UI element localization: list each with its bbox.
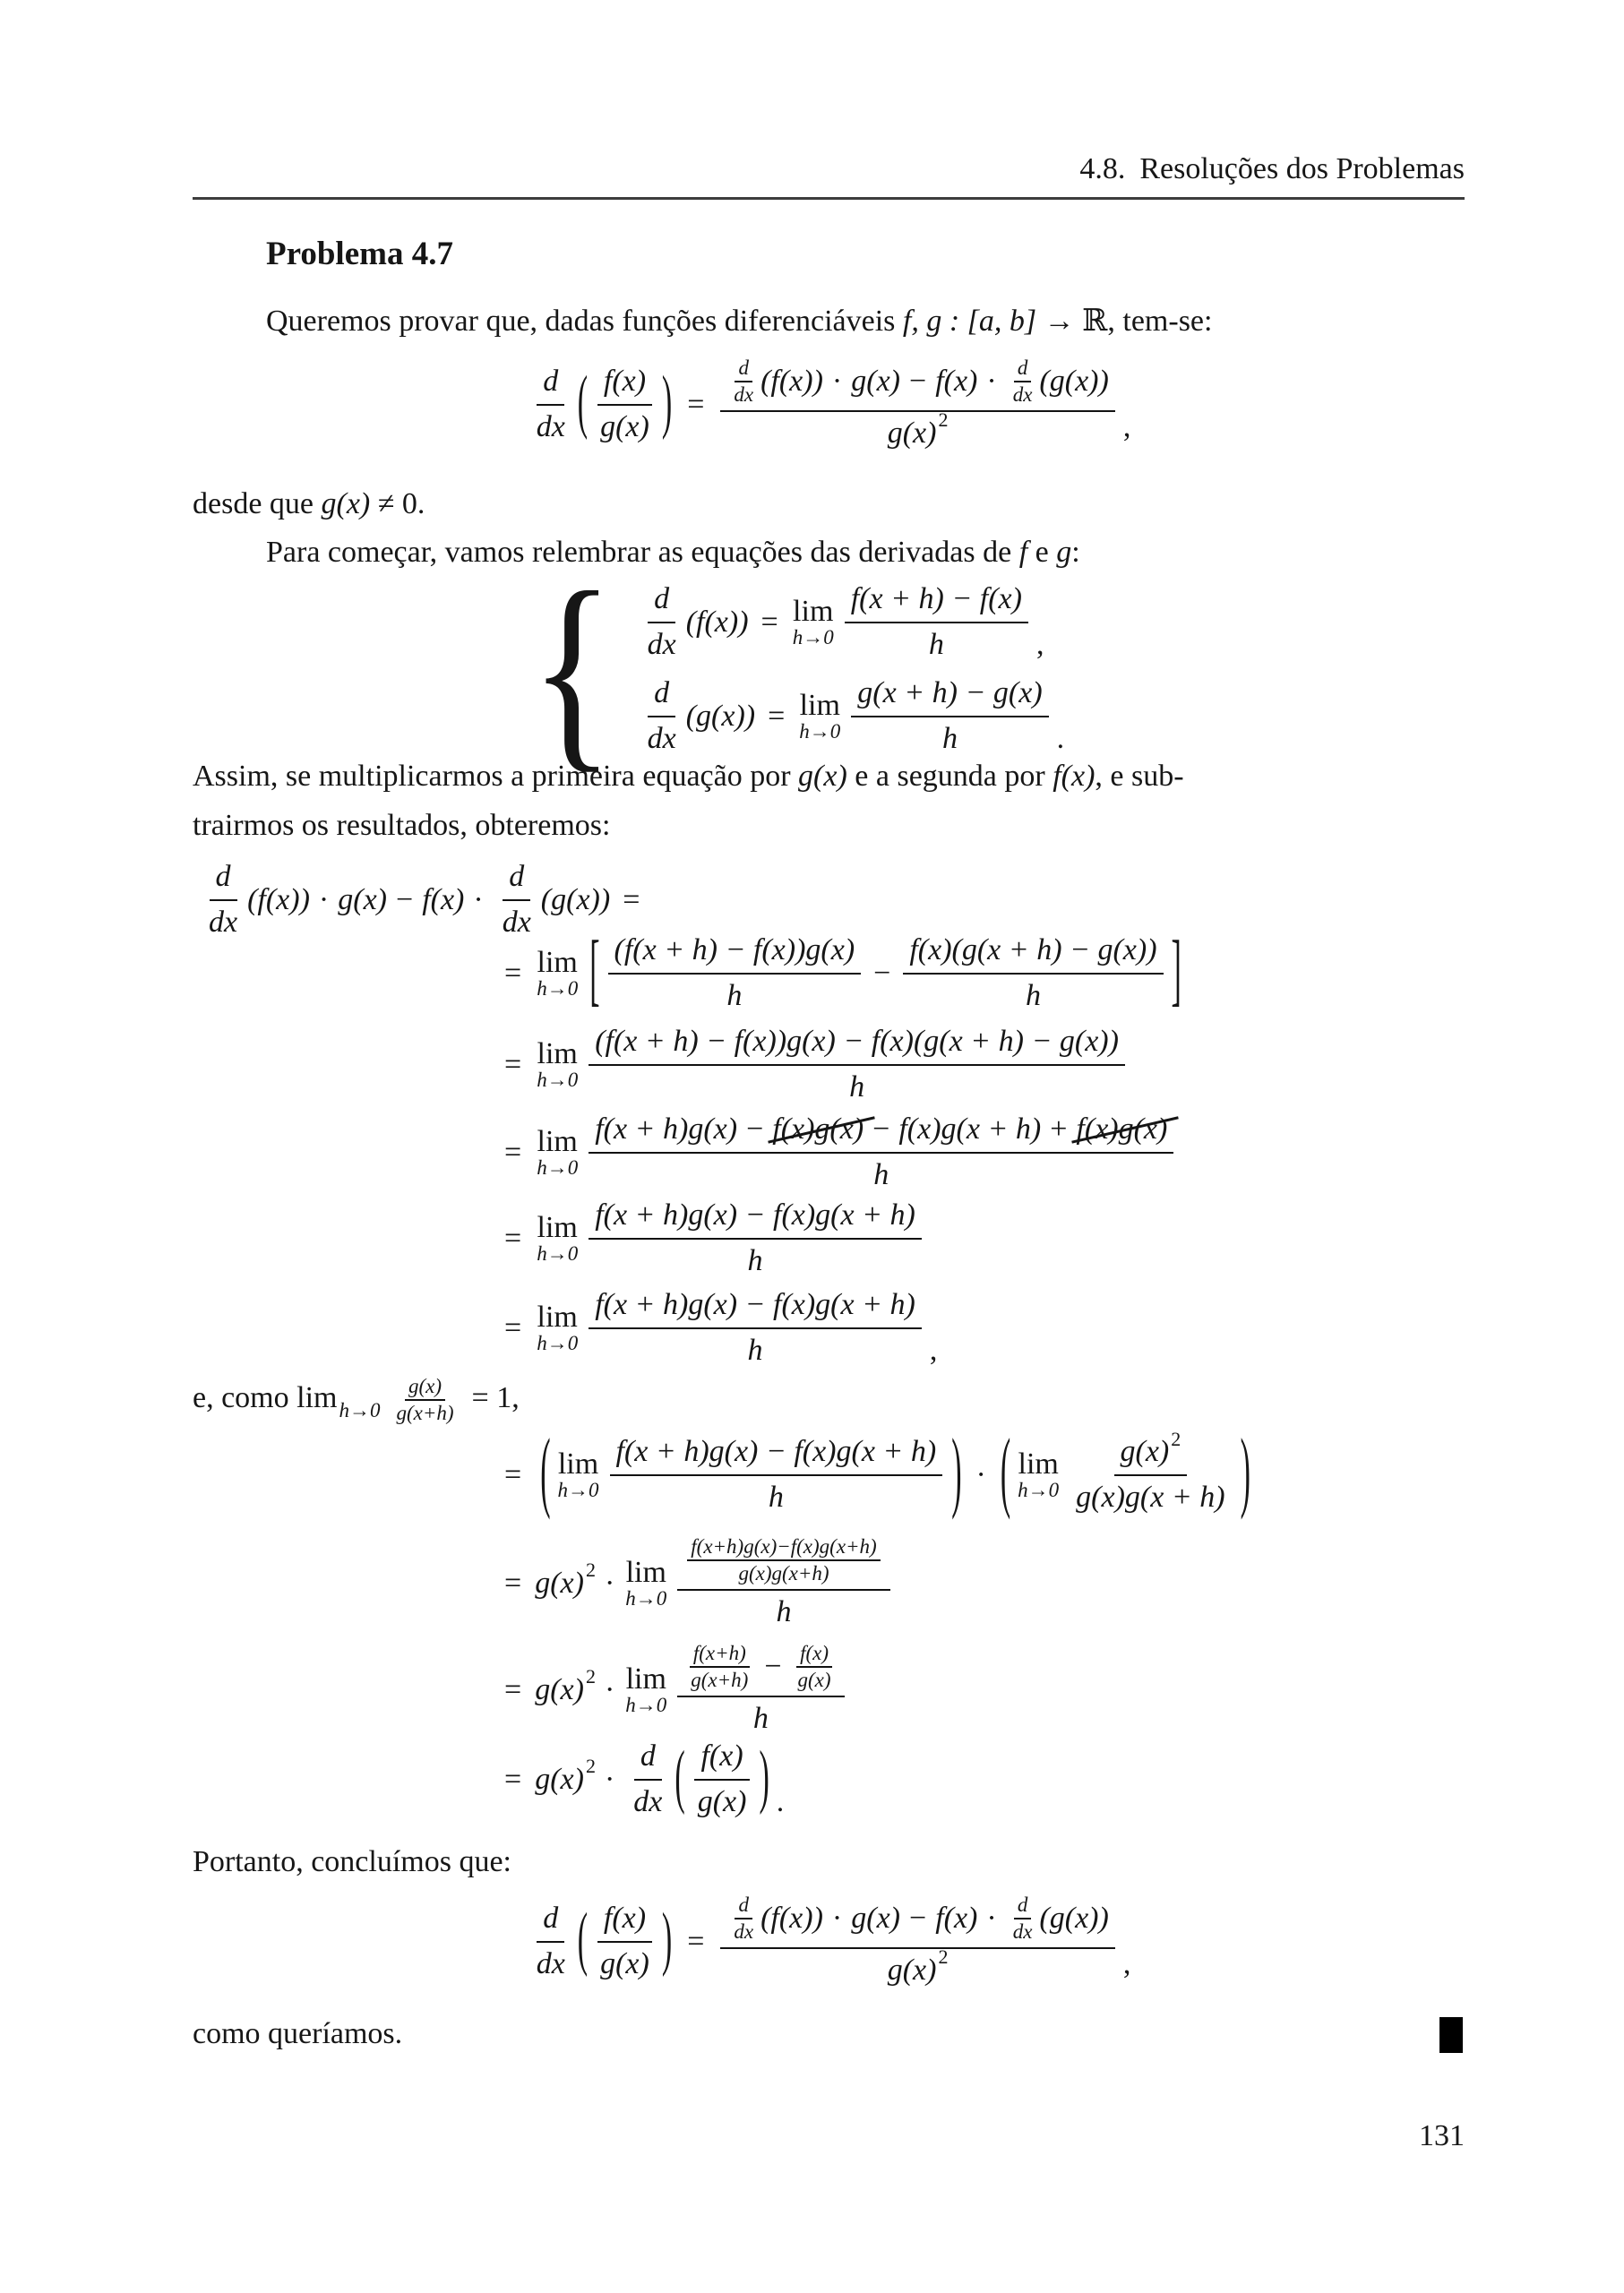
- text: Assim, se multiplicarmos a primeira equação por: [193, 760, 799, 793]
- cancelled-term: [772, 1111, 864, 1149]
- num: f(x + h)g(x) − f(x)g(x + h): [589, 1197, 922, 1240]
- lim-word: lim: [625, 1662, 666, 1696]
- num: f(x+h): [690, 1642, 750, 1668]
- limit-operator: [537, 1212, 578, 1266]
- num: [720, 356, 1114, 412]
- sfrac-d-dx: [730, 356, 757, 408]
- term: f(x): [935, 1902, 978, 1936]
- text: e a segunda por: [846, 760, 1053, 793]
- lim-subscript: h→0: [799, 720, 841, 743]
- num: f(x)(g(x + h) − g(x)): [903, 932, 1163, 975]
- den: h: [768, 1480, 784, 1514]
- exponent: 2: [938, 408, 949, 432]
- cdot: ·: [831, 365, 843, 399]
- limit-operator: [799, 690, 840, 743]
- problem-title: Problema 4.7: [266, 236, 453, 272]
- term: g(x): [1120, 1435, 1170, 1468]
- num: d: [648, 580, 675, 623]
- den: g(x+h): [691, 1669, 749, 1692]
- cdot: ·: [975, 1457, 986, 1491]
- trailing-comma: ,: [1122, 409, 1131, 443]
- num: [589, 1111, 1173, 1154]
- minus-sign: −: [909, 365, 927, 399]
- exponent: 2: [585, 1664, 596, 1688]
- trailing-comma: ,: [1035, 627, 1044, 661]
- sfrac-d-dx: [730, 1894, 757, 1945]
- qed-square: [1439, 2017, 1463, 2053]
- lim-word: lim: [799, 688, 840, 722]
- den: dx: [633, 1784, 663, 1818]
- cdot: ·: [831, 1902, 843, 1936]
- cdot: ·: [986, 1902, 997, 1936]
- den: h: [873, 1157, 889, 1191]
- term: g(x): [851, 365, 900, 399]
- section-number: 4.8.: [1079, 152, 1126, 185]
- paragraph-como-queriamos: como queríamos.: [193, 2017, 403, 2050]
- intro-text: Queremos provar que, dadas funções diferenciáveis: [266, 305, 903, 338]
- left-paren: (: [675, 1739, 685, 1817]
- den: dx: [1012, 1920, 1033, 1944]
- term: g(x): [338, 882, 387, 916]
- derivation-line-8: [504, 1642, 848, 1738]
- term: g(x): [887, 416, 937, 450]
- paragraph-assim-line1: [193, 760, 1184, 794]
- den: dx: [502, 905, 531, 939]
- exponent: 2: [585, 1754, 596, 1777]
- derivation-line-6: [504, 1423, 1256, 1522]
- den: g(x): [697, 1784, 747, 1818]
- num: d: [537, 363, 564, 406]
- derivation-line-7: [504, 1535, 894, 1631]
- right-paren: ): [661, 1901, 673, 1980]
- intro-end: , tem-se:: [1107, 305, 1213, 338]
- minus-sign: −: [873, 956, 891, 990]
- cdot: ·: [604, 1672, 615, 1706]
- lim-subscript: h→0: [557, 1479, 599, 1502]
- fraction: [677, 1535, 889, 1631]
- term: (f(x)): [685, 605, 749, 639]
- plus-sign: +: [1050, 1112, 1068, 1146]
- cdot: ·: [604, 1566, 615, 1600]
- term: g(x): [535, 1762, 584, 1796]
- difference-quotient-f: [845, 580, 1028, 664]
- minus-sign: −: [764, 1650, 782, 1684]
- left-paren: (: [577, 1901, 589, 1980]
- running-header: [193, 152, 1465, 186]
- frac-fx-gx: [692, 1738, 753, 1821]
- den: h: [776, 1594, 792, 1628]
- term: (f(x)): [760, 1902, 823, 1936]
- minus-sign: −: [396, 882, 414, 916]
- den: [881, 408, 955, 453]
- limit-operator: [793, 596, 834, 649]
- term: f(x + h)g(x): [595, 1112, 738, 1146]
- nested-fraction: [687, 1535, 880, 1586]
- den: dx: [209, 905, 238, 939]
- dfrac-d-dx: [641, 674, 683, 758]
- lim-word: lim: [537, 945, 578, 979]
- den: dx: [647, 627, 676, 661]
- fraction: [589, 1023, 1125, 1106]
- equals-sign: =: [504, 1762, 522, 1796]
- lim-word: lim: [625, 1555, 666, 1589]
- den: g(x)g(x+h): [738, 1562, 829, 1585]
- num: [1114, 1427, 1188, 1476]
- frac-rhs: [720, 1894, 1114, 1989]
- den: [881, 1945, 955, 1990]
- num: f(x): [796, 1642, 832, 1668]
- den: h: [752, 1701, 769, 1735]
- paragraph-assim-line2: trairmos os resultados, obteremos:: [193, 809, 611, 842]
- den: g(x+h): [396, 1402, 454, 1425]
- term: g(x): [887, 1953, 937, 1987]
- num: [677, 1535, 889, 1591]
- system-row-f: [638, 580, 1065, 664]
- limit-operator: [558, 1448, 599, 1502]
- term: (g(x)): [1039, 1902, 1109, 1936]
- den: dx: [734, 1920, 754, 1944]
- exponent: 2: [938, 1945, 949, 1969]
- limit-operator: [537, 1126, 578, 1180]
- cdot: ·: [986, 365, 997, 399]
- fraction: [903, 932, 1163, 1015]
- trailing-comma: ,: [1122, 1946, 1131, 1980]
- nested-fraction: [795, 1642, 835, 1693]
- term: f(x): [935, 365, 978, 399]
- cdot: ·: [318, 882, 330, 916]
- num: g(x + h) − g(x): [851, 674, 1048, 717]
- left-paren: (: [1000, 1423, 1011, 1522]
- den: h: [928, 627, 944, 661]
- text: e: [1027, 536, 1057, 569]
- section-title: Resoluções dos Problemas: [1139, 152, 1465, 185]
- lim-subscript: h→0: [537, 1069, 579, 1092]
- den: h: [941, 721, 958, 755]
- relation: ≠ 0.: [370, 487, 425, 520]
- term: (f(x)): [760, 365, 823, 399]
- equals-sign: =: [504, 956, 522, 990]
- num: d: [537, 1900, 564, 1943]
- num: d: [735, 356, 752, 382]
- equals-sign: =: [687, 1924, 705, 1958]
- dfrac-d-dx: [627, 1738, 668, 1821]
- lim-word: lim: [537, 1300, 578, 1334]
- term: g(x): [851, 1902, 900, 1936]
- num: d: [210, 858, 237, 901]
- math-gx: g(x): [798, 760, 847, 793]
- equals-sign: =: [504, 1135, 522, 1169]
- den: dx: [734, 383, 754, 407]
- right-paren: ): [951, 1423, 962, 1522]
- derivation-line-1: [504, 927, 1186, 1016]
- lim-subscript: h→0: [625, 1694, 667, 1717]
- den: dx: [647, 721, 676, 755]
- nested-fraction: [687, 1642, 752, 1693]
- dfrac-d-dx: [641, 580, 683, 664]
- equation-derivation-start: [199, 858, 652, 941]
- term: (g(x)): [540, 882, 611, 916]
- right-paren: ): [661, 364, 673, 442]
- derivation-line-4: [504, 1197, 925, 1280]
- den: g(x)g(x + h): [1076, 1480, 1225, 1514]
- term: g(x): [535, 1672, 584, 1706]
- header-rule: [193, 197, 1465, 200]
- dfrac-d-dx: [530, 363, 571, 446]
- intro-math: f, g : [a, b]: [902, 305, 1037, 338]
- term: f(x)g(x + h): [898, 1112, 1042, 1146]
- sfrac-d-dx: [1010, 1894, 1036, 1945]
- derivation-line-9: [504, 1738, 784, 1821]
- limit-operator: [537, 1301, 578, 1355]
- equals-sign: =: [687, 387, 705, 421]
- den: h: [726, 978, 743, 1012]
- system-row-g: [638, 674, 1065, 758]
- math-f: f: [1018, 536, 1028, 569]
- right-paren: ): [759, 1739, 769, 1817]
- trailing-period: .: [1056, 721, 1065, 755]
- minus-sign: −: [872, 1112, 890, 1146]
- num: (f(x + h) − f(x))g(x): [608, 932, 862, 975]
- den: g(x): [600, 1946, 649, 1980]
- lim-subscript: h→0: [625, 1587, 667, 1610]
- equals-sign: =: [623, 882, 640, 916]
- term: (g(x)): [1039, 365, 1109, 399]
- num: f(x): [597, 363, 652, 406]
- left-bracket: [: [589, 927, 600, 1016]
- page-number: 131: [1419, 2119, 1465, 2152]
- lim-subscript: h→0: [537, 1156, 579, 1180]
- cancelled-term: [1076, 1111, 1167, 1149]
- equals-sign: =: [504, 1047, 522, 1081]
- limit-operator: [537, 1038, 578, 1092]
- right-bracket: ]: [1171, 927, 1181, 1016]
- text: , e sub-: [1095, 760, 1184, 793]
- den: dx: [536, 1946, 565, 1980]
- equals-sign: =: [504, 1221, 522, 1255]
- num: d: [1014, 356, 1032, 382]
- math: g(x): [321, 487, 371, 520]
- den: dx: [1012, 383, 1033, 407]
- den: h: [849, 1069, 865, 1104]
- equals-sign: =: [760, 605, 778, 639]
- num: f(x + h) − f(x): [845, 580, 1028, 623]
- num: [720, 1894, 1114, 1949]
- lim-subscript: h→0: [792, 626, 834, 649]
- equation-conclusion: [193, 1894, 1465, 1989]
- num: f(x + h)g(x) − f(x)g(x + h): [610, 1433, 943, 1476]
- lim-word: lim: [557, 1447, 599, 1481]
- term: f(x)g(x): [772, 1112, 864, 1146]
- math-g: g: [1056, 536, 1072, 569]
- term: (f(x)): [247, 882, 310, 916]
- fraction: [677, 1642, 844, 1738]
- exponent: 2: [585, 1558, 596, 1581]
- derivation-line-2: [504, 1023, 1129, 1106]
- num: f(x): [694, 1738, 749, 1781]
- text: Para começar, vamos relembrar as equações das derivadas de: [266, 536, 1019, 569]
- difference-quotient-g: [851, 674, 1048, 758]
- den: g(x): [797, 1669, 831, 1692]
- fraction: [589, 1286, 922, 1370]
- num: d: [648, 674, 675, 717]
- equals-sign: =: [504, 1457, 522, 1491]
- left-paren: (: [577, 364, 589, 442]
- equals-sign: =: [504, 1566, 522, 1600]
- term: f(x): [422, 882, 465, 916]
- paragraph-portanto: Portanto, concluímos que:: [193, 1845, 512, 1878]
- paragraph-desde: [193, 487, 425, 521]
- cdot: ·: [473, 882, 484, 916]
- inline-fraction: [392, 1375, 457, 1426]
- den: h: [1025, 978, 1041, 1012]
- minus-sign: −: [746, 1112, 764, 1146]
- num: g(x): [405, 1375, 445, 1401]
- intro-arrow: → ℝ: [1036, 305, 1108, 338]
- fraction: [589, 1197, 922, 1280]
- fraction: [610, 1433, 943, 1516]
- num: d: [1014, 1894, 1032, 1919]
- lim-word: lim: [537, 1036, 578, 1070]
- lim-word: lim: [296, 1381, 338, 1415]
- lim-subscript: h→0: [537, 977, 579, 1001]
- lim-word: lim: [1018, 1447, 1059, 1481]
- lim-word: lim: [537, 1124, 578, 1158]
- lim-subscript: h→0: [537, 1332, 579, 1355]
- equation-derivative-definitions: { $\frac{d}{dx}$ (f(x)) = lim h→0 $\frac{f(x + h) - f(x)}{h}$ , $\frac{d}{dx}$ (g(x)) = lim h→0 $\frac{g(x + h) - g(x)}{h}$ .: [529, 547, 1065, 790]
- num: d: [634, 1738, 662, 1781]
- text: :: [1071, 536, 1080, 569]
- frac-fx-gx: [594, 1900, 656, 1983]
- fraction: [589, 1111, 1173, 1194]
- num: [677, 1642, 844, 1697]
- term: f(x)g(x): [1076, 1112, 1168, 1146]
- equation-quotient-rule: [193, 356, 1465, 452]
- math-fx: f(x): [1053, 760, 1096, 793]
- cdot: ·: [604, 1762, 615, 1796]
- limit-operator: [537, 947, 578, 1001]
- num: d: [735, 1894, 752, 1919]
- derivation-line-5: [504, 1286, 937, 1370]
- limit-operator: [1018, 1448, 1059, 1502]
- num: f(x+h)g(x)−f(x)g(x+h): [687, 1535, 880, 1561]
- lim-word: lim: [793, 594, 834, 628]
- num: f(x + h)g(x) − f(x)g(x + h): [589, 1286, 922, 1329]
- num: (f(x + h) − f(x))g(x) − f(x)(g(x + h) − g(x)): [589, 1023, 1125, 1066]
- minus-sign: −: [909, 1902, 927, 1936]
- den: h: [747, 1243, 763, 1277]
- left-paren: (: [540, 1423, 551, 1522]
- trailing-period: .: [776, 1784, 785, 1818]
- den: g(x): [600, 409, 649, 443]
- fraction: [608, 932, 862, 1015]
- text: e, como: [193, 1381, 297, 1415]
- dfrac-d-dx: [530, 1900, 571, 1983]
- derivation-line-3: [504, 1111, 1177, 1194]
- right-paren: ): [1240, 1423, 1250, 1522]
- num: f(x): [597, 1900, 652, 1943]
- lim-word: lim: [537, 1210, 578, 1244]
- den: h: [747, 1333, 763, 1367]
- limit-operator: [625, 1557, 666, 1610]
- dfrac-d-dx: [202, 858, 244, 941]
- system-rows: [638, 580, 1065, 758]
- paragraph-e-como: [193, 1375, 520, 1426]
- lim-subscript: h→0: [339, 1399, 381, 1422]
- num: d: [503, 858, 530, 901]
- frac-rhs: [720, 356, 1114, 452]
- dfrac-d-dx: [496, 858, 537, 941]
- sfrac-d-dx: [1010, 356, 1036, 408]
- exponent: 2: [1171, 1427, 1181, 1450]
- equals-sign: =: [504, 1310, 522, 1344]
- lim-subscript: h→0: [1018, 1479, 1060, 1502]
- equals-sign: =: [768, 699, 786, 733]
- equals-one: = 1,: [471, 1381, 520, 1415]
- paragraph-intro: [266, 303, 1212, 339]
- term: g(x): [535, 1566, 584, 1600]
- den: dx: [536, 409, 565, 443]
- fraction: [1070, 1427, 1231, 1516]
- equals-sign: =: [504, 1672, 522, 1706]
- term: (g(x)): [685, 699, 756, 733]
- limit-operator: [625, 1663, 666, 1717]
- paragraph-para-comecar: [266, 536, 1080, 570]
- trailing-comma: ,: [929, 1333, 938, 1367]
- lim-subscript: h→0: [537, 1242, 579, 1266]
- text: desde que: [193, 487, 322, 520]
- frac-fx-gx: [594, 363, 656, 446]
